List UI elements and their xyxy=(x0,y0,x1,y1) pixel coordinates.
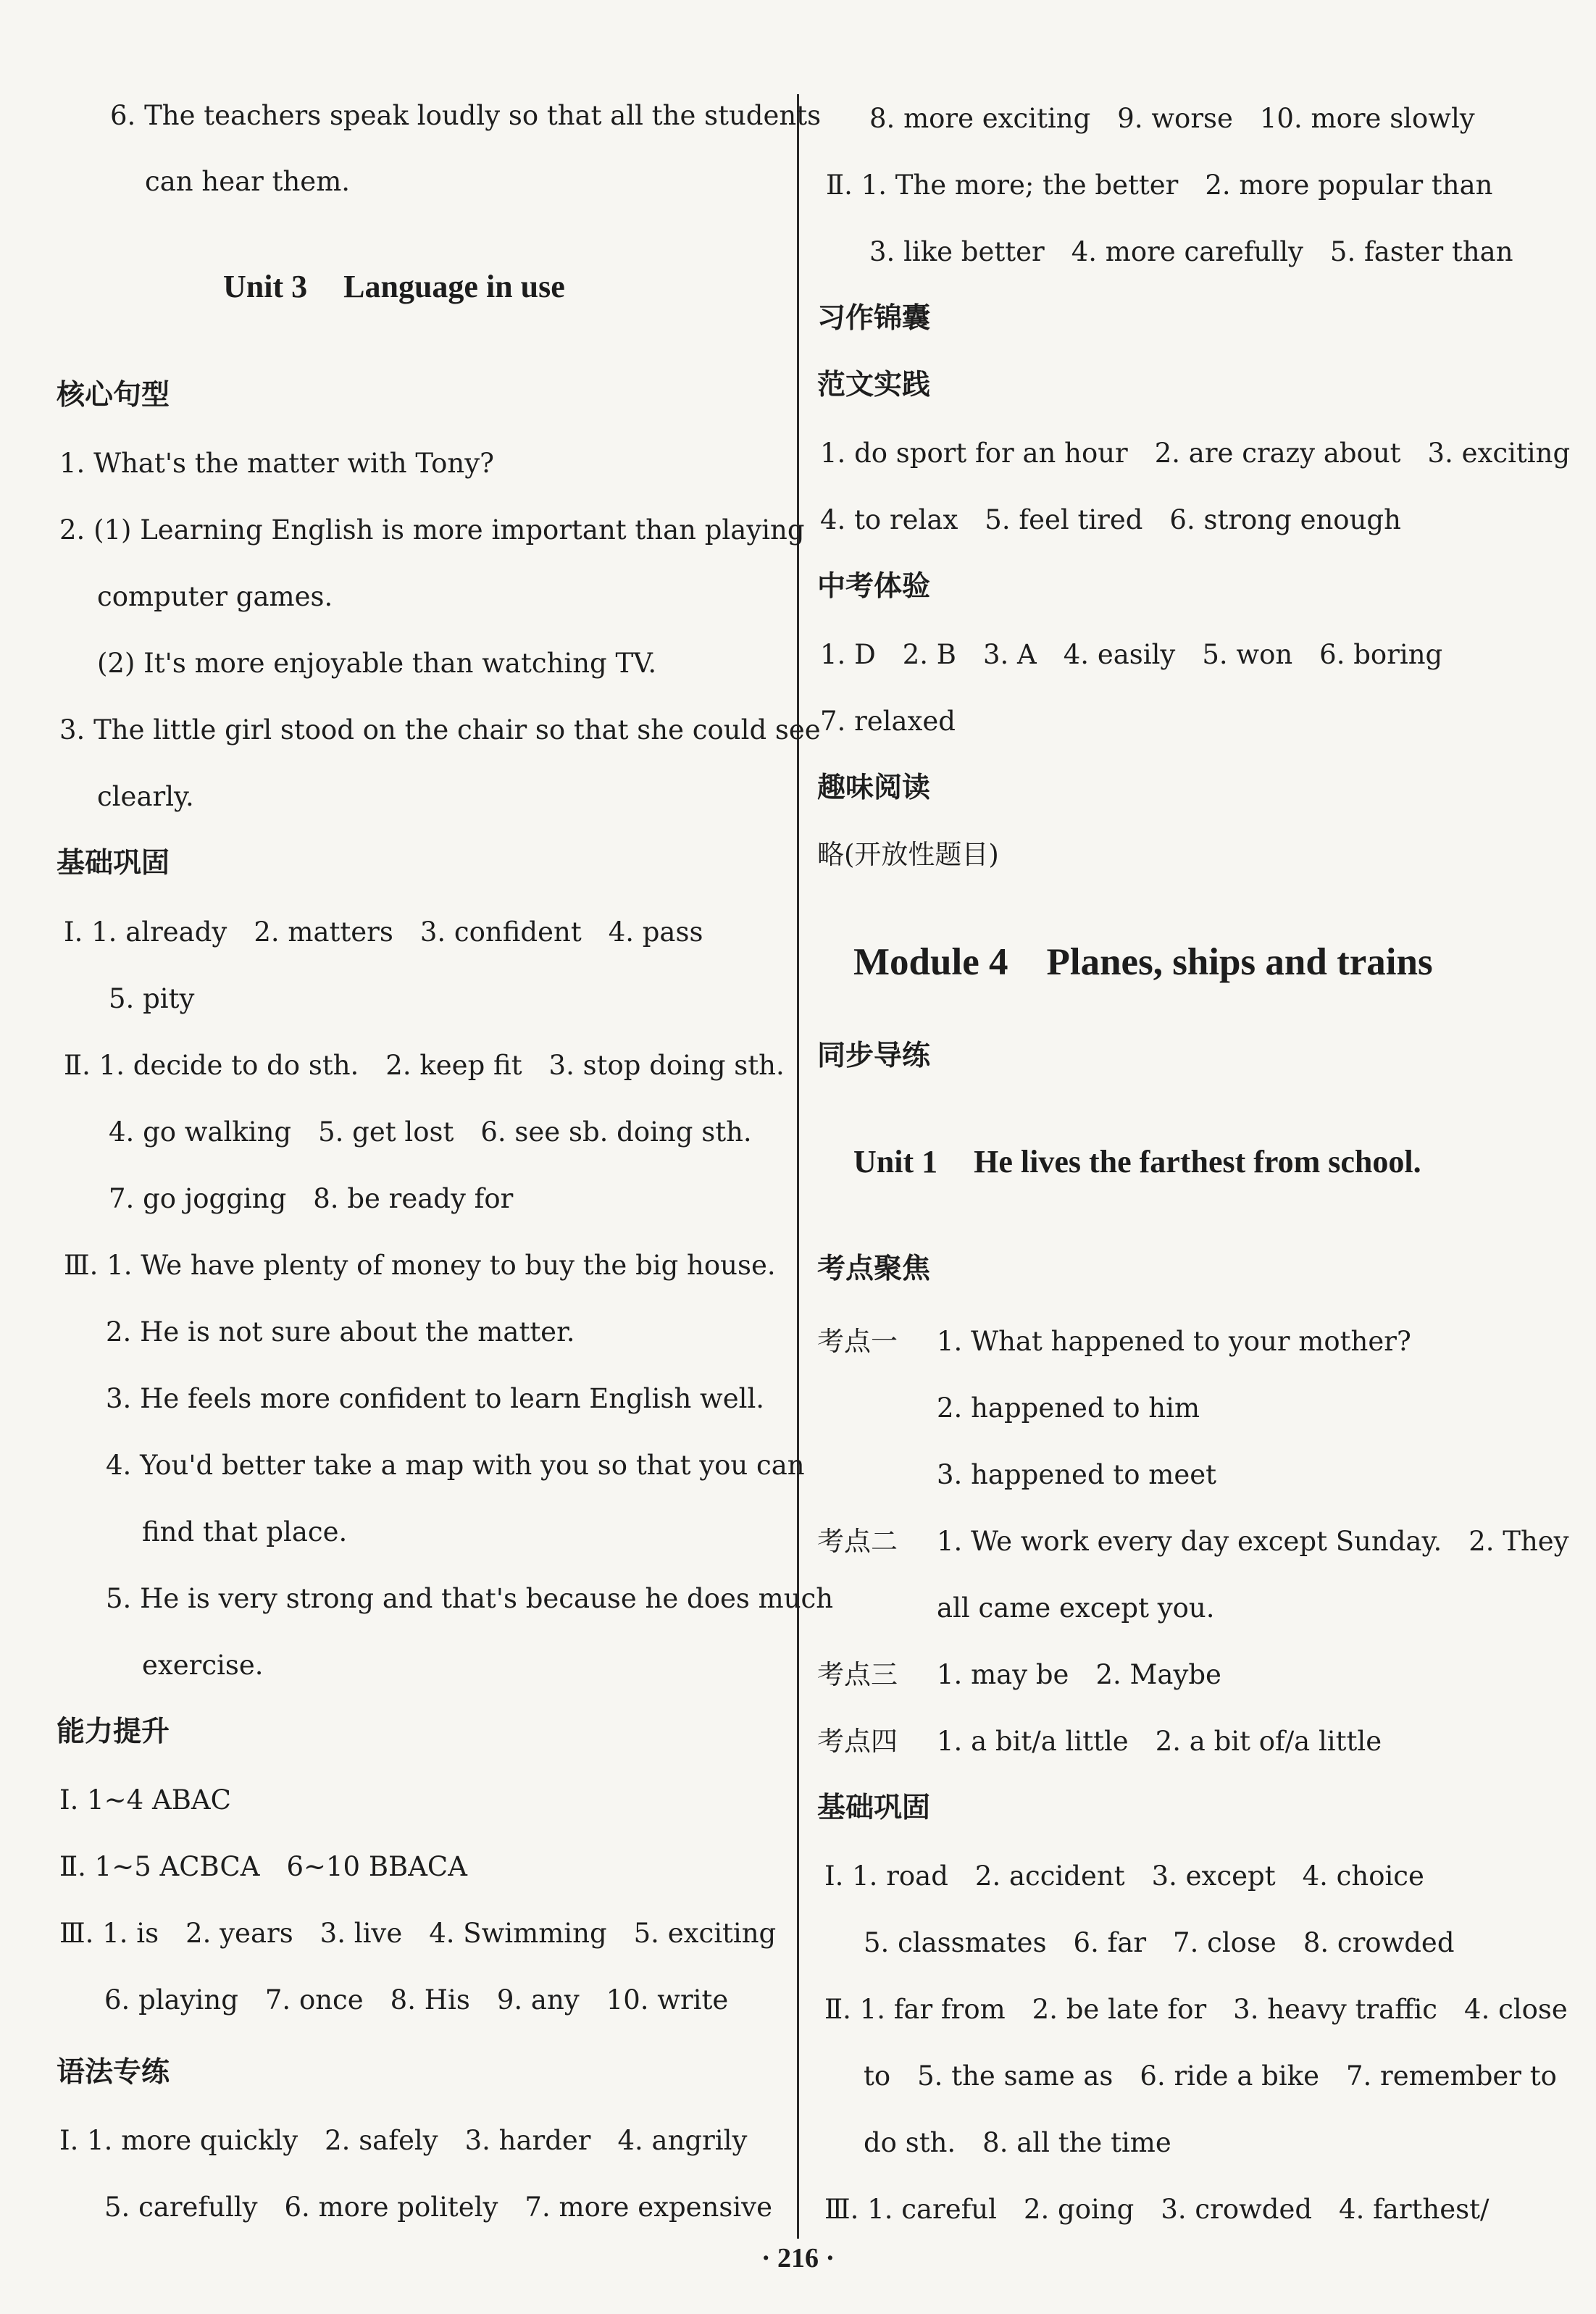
text-line: 2. happened to him xyxy=(937,1392,1200,1424)
kaodian-line xyxy=(817,1524,1569,1559)
text-line: 8. more exciting 9. worse 10. more slowly xyxy=(869,103,1475,134)
unit1-heading xyxy=(853,1143,1421,1180)
text-line: 5. He is very strong and that's because he does much xyxy=(106,1583,834,1614)
text-line: to 5. the same as 6. ride a bike 7. remember to xyxy=(864,2060,1557,2092)
kaodian-text: 1. may be 2. Maybe xyxy=(937,1659,1221,1690)
kaodian-label: 考点三 xyxy=(817,1659,898,1690)
unit-number: Unit 3 xyxy=(223,269,308,304)
right-column xyxy=(817,0,1571,2225)
text-line: Ⅱ. 1. decide to do sth. 2. keep fit 3. stop doing sth. xyxy=(64,1050,785,1081)
kaodian-label: 考点四 xyxy=(817,1726,898,1757)
section-heading: 核心句型 xyxy=(57,379,170,412)
text-line: 3. He feels more confident to learn English well. xyxy=(106,1383,765,1414)
text-line: 3. like better 4. more carefully 5. faster than xyxy=(869,236,1513,267)
section-heading: 中考体验 xyxy=(817,570,931,603)
text-line: 2. (1) Learning English is more important than playing xyxy=(59,514,805,546)
text-line: 5. carefully 6. more politely 7. more expensive xyxy=(104,2192,772,2223)
text-line: 1. D 2. B 3. A 4. easily 5. won 6. boring xyxy=(820,639,1443,670)
text-line: clearly. xyxy=(97,781,194,812)
unit-title: Language in use xyxy=(343,269,565,304)
unit-number: Unit 1 xyxy=(853,1144,938,1179)
section-heading: 趣味阅读 xyxy=(817,772,931,804)
section-heading: 语法专练 xyxy=(57,2056,170,2089)
text-line: 7. go jogging 8. be ready for xyxy=(109,1183,514,1214)
kaodian-text: 1. We work every day except Sunday. 2. They xyxy=(937,1526,1569,1557)
text-line: 略(开放性题目) xyxy=(817,839,999,870)
text-line: Ⅱ. 1. The more; the better 2. more popular than xyxy=(826,170,1493,201)
section-heading: 能力提升 xyxy=(57,1716,170,1748)
kaodian-text: 1. What happened to your mother? xyxy=(937,1326,1411,1357)
text-line: 5. classmates 6. far 7. close 8. crowded xyxy=(864,1927,1455,1958)
text-line: Ⅱ. 1. far from 2. be late for 3. heavy traffic 4. close xyxy=(824,1994,1568,2025)
text-line: Ⅲ. 1. We have plenty of money to buy the big house. xyxy=(64,1250,776,1281)
section-heading: 考点聚焦 xyxy=(817,1253,931,1285)
text-line: 5. pity xyxy=(109,983,195,1014)
kaodian-label: 考点一 xyxy=(817,1326,898,1357)
text-line: 3. happened to meet xyxy=(937,1459,1217,1490)
text-line: Ⅰ. 1. road 2. accident 3. except 4. choice xyxy=(824,1860,1424,1892)
text-line: Ⅰ. 1~4 ABAC xyxy=(59,1784,231,1816)
kaodian-line xyxy=(817,1324,1411,1359)
text-line: Ⅰ. 1. already 2. matters 3. confident 4. pass xyxy=(64,916,703,948)
text-line: 1. What's the matter with Tony? xyxy=(59,448,494,479)
text-line: 7. relaxed xyxy=(820,706,956,737)
text-line: 3. The little girl stood on the chair so that she could see xyxy=(59,714,821,745)
text-line: Ⅲ. 1. is 2. years 3. live 4. Swimming 5. exciting xyxy=(59,1918,777,1949)
left-column xyxy=(57,0,834,2223)
text-line: 4. You'd better take a map with you so that you can xyxy=(106,1450,805,1481)
kaodian-text: 1. a bit/a little 2. a bit of/a little xyxy=(937,1726,1382,1757)
text-line: (2) It's more enjoyable than watching TV. xyxy=(97,648,657,679)
text-line: find that place. xyxy=(142,1516,348,1547)
text-line: can hear them. xyxy=(145,166,351,197)
kaodian-line xyxy=(817,1724,1382,1759)
text-line: 4. go walking 5. get lost 6. see sb. doing sth. xyxy=(109,1116,752,1148)
text-line: 6. The teachers speak loudly so that all the students xyxy=(110,100,822,131)
page-number: · 216 · xyxy=(761,2243,835,2273)
unit3-heading xyxy=(223,268,565,305)
kaodian-line xyxy=(817,1658,1221,1692)
text-line: Ⅰ. 1. more quickly 2. safely 3. harder 4. angrily xyxy=(59,2125,748,2156)
section-heading: 同步导练 xyxy=(817,1040,931,1072)
section-heading: 范文实践 xyxy=(817,369,931,401)
kaodian-label: 考点二 xyxy=(817,1526,898,1557)
text-line: Ⅱ. 1~5 ACBCA 6~10 BBACA xyxy=(59,1851,467,1882)
section-heading: 习作锦囊 xyxy=(817,302,931,335)
text-line: 4. to relax 5. feel tired 6. strong enough xyxy=(820,504,1401,535)
module4-heading: Module 4 Planes, ships and trains xyxy=(853,941,1433,983)
text-line: all came except you. xyxy=(937,1592,1215,1624)
text-line: Ⅲ. 1. careful 2. going 3. crowded 4. farthest/ xyxy=(824,2194,1490,2225)
text-line: 1. do sport for an hour 2. are crazy about 3. exciting xyxy=(820,438,1571,469)
column-divider xyxy=(797,94,799,2239)
section-heading: 基础巩固 xyxy=(817,1792,931,1824)
text-line: exercise. xyxy=(142,1650,264,1681)
text-line: computer games. xyxy=(97,581,333,612)
section-heading: 基础巩固 xyxy=(57,847,170,880)
unit-title: He lives the farthest from school. xyxy=(974,1144,1421,1179)
text-line: 2. He is not sure about the matter. xyxy=(106,1316,575,1348)
text-line: do sth. 8. all the time xyxy=(864,2127,1171,2158)
text-line: 6. playing 7. once 8. His 9. any 10. write xyxy=(104,1984,729,2016)
